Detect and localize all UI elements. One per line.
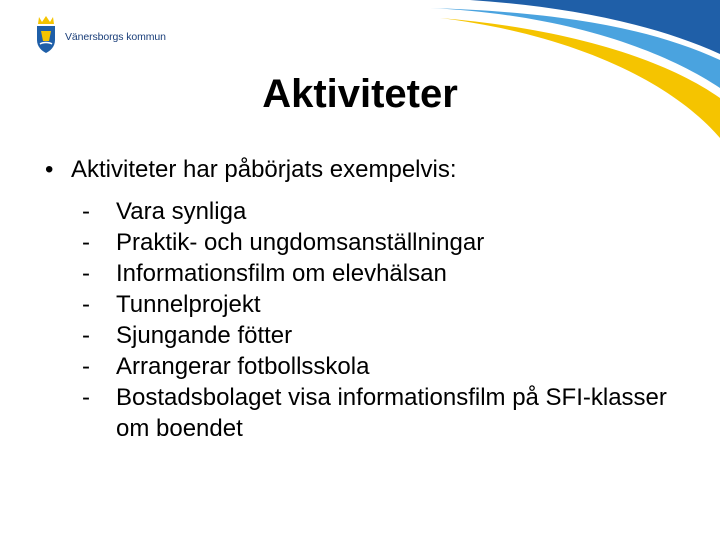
bullet-marker: • — [45, 156, 54, 183]
dash-marker: - — [82, 198, 90, 225]
list-item — [82, 351, 696, 382]
dash-marker: - — [82, 322, 90, 349]
list-item — [82, 289, 696, 320]
dash-marker: - — [82, 229, 90, 256]
sub-list — [82, 196, 696, 444]
list-item — [82, 382, 696, 444]
dash-marker: - — [82, 291, 90, 318]
list-item-text: Sjungande fötter — [116, 322, 293, 349]
main-bullet — [45, 155, 457, 185]
dash-marker: - — [82, 353, 90, 380]
logo-text: Vänersborgs kommun — [65, 31, 166, 43]
list-item — [82, 196, 696, 227]
dash-marker: - — [82, 260, 90, 287]
list-item-text: Vara synliga — [116, 198, 247, 225]
list-item-text: Bostadsbolaget visa informationsfilm på SFI-klasser om boendet — [116, 384, 667, 442]
slide-title: Aktiviteter — [262, 72, 458, 116]
list-item — [82, 227, 696, 258]
list-item — [82, 258, 696, 289]
list-item-text: Tunnelprojekt — [116, 291, 261, 318]
list-item-text: Arrangerar fotbollsskola — [116, 353, 370, 380]
list-item — [82, 320, 696, 351]
logo — [32, 14, 166, 54]
municipal-crest-icon — [32, 14, 60, 54]
dash-marker: - — [82, 384, 90, 411]
list-item-text: Informationsfilm om elevhälsan — [116, 260, 447, 287]
list-item-text: Praktik- och ungdomsanställningar — [116, 229, 485, 256]
bullet-text: Aktiviteter har påbörjats exempelvis: — [71, 156, 457, 183]
